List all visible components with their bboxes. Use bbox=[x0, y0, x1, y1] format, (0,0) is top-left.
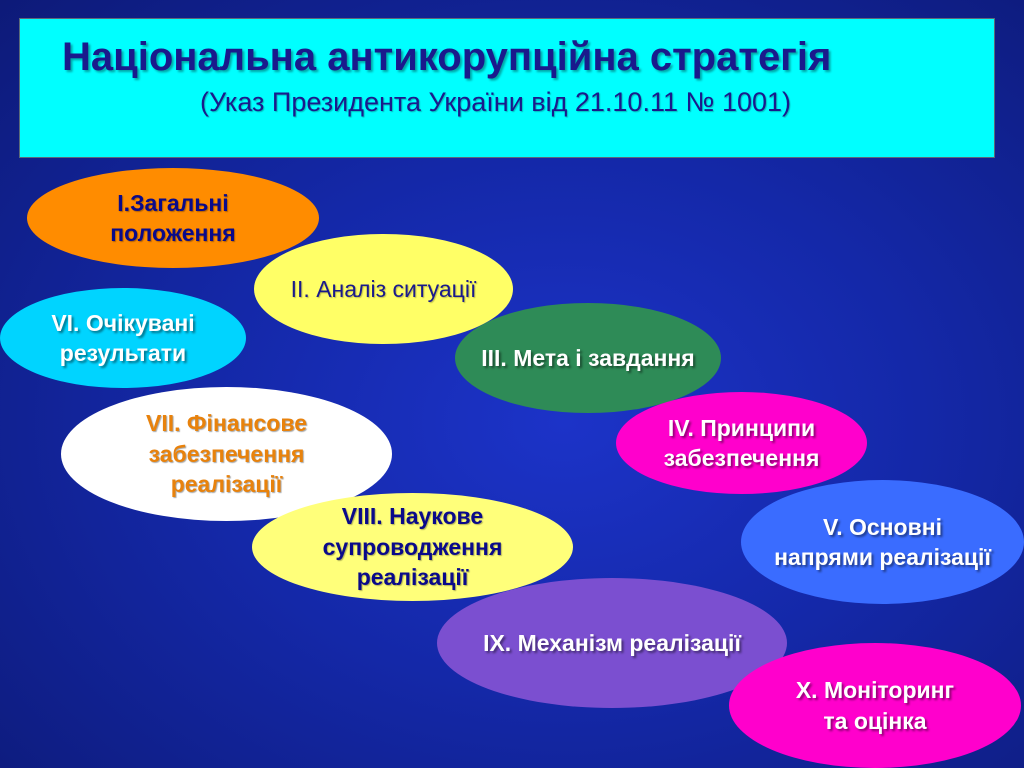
section-label-line: реалізації bbox=[170, 471, 283, 498]
section-principles bbox=[616, 392, 867, 494]
section-label-line: забезпечення bbox=[663, 445, 820, 471]
section-monitoring-evaluation bbox=[729, 643, 1021, 768]
page-subtitle: (Указ Президента України від 21.10.11 № 1001) bbox=[200, 87, 791, 117]
section-label-line: ІХ. Механізм реалізації bbox=[483, 629, 741, 656]
page-title: Національна антикорупційна стратегія bbox=[62, 35, 832, 79]
section-label-line: супроводження bbox=[322, 533, 503, 560]
section-label-line: положення bbox=[110, 220, 236, 246]
section-label-line: ІV. Принципи bbox=[667, 414, 816, 441]
section-label-line: І.Загальні bbox=[117, 189, 229, 216]
section-label-line: VІІІ. Наукове bbox=[341, 503, 484, 530]
section-goals-tasks bbox=[455, 303, 721, 413]
section-situation-analysis bbox=[254, 234, 513, 344]
section-label-line: ІІ. Аналіз ситуації bbox=[290, 275, 477, 302]
section-scientific-support bbox=[252, 493, 573, 601]
section-label-line: VІ. Очікувані bbox=[51, 309, 195, 336]
section-label-line: реалізації bbox=[356, 564, 469, 591]
section-expected-results bbox=[0, 288, 246, 388]
section-main-directions bbox=[741, 480, 1024, 604]
section-label-line: забезпечення bbox=[148, 440, 305, 467]
section-label-line: ІІІ. Мета і завдання bbox=[481, 344, 695, 371]
section-label-line: Х. Моніторинг bbox=[795, 677, 955, 704]
section-general-provisions bbox=[27, 168, 319, 268]
section-label-line: V. Основні bbox=[822, 513, 943, 540]
section-label-line: та оцінка bbox=[823, 707, 927, 734]
section-label-line: результати bbox=[59, 340, 187, 366]
section-label-line: VІІ. Фінансове bbox=[146, 410, 307, 437]
section-label-line: напрями реалізації bbox=[774, 544, 991, 570]
title-banner bbox=[19, 18, 995, 158]
